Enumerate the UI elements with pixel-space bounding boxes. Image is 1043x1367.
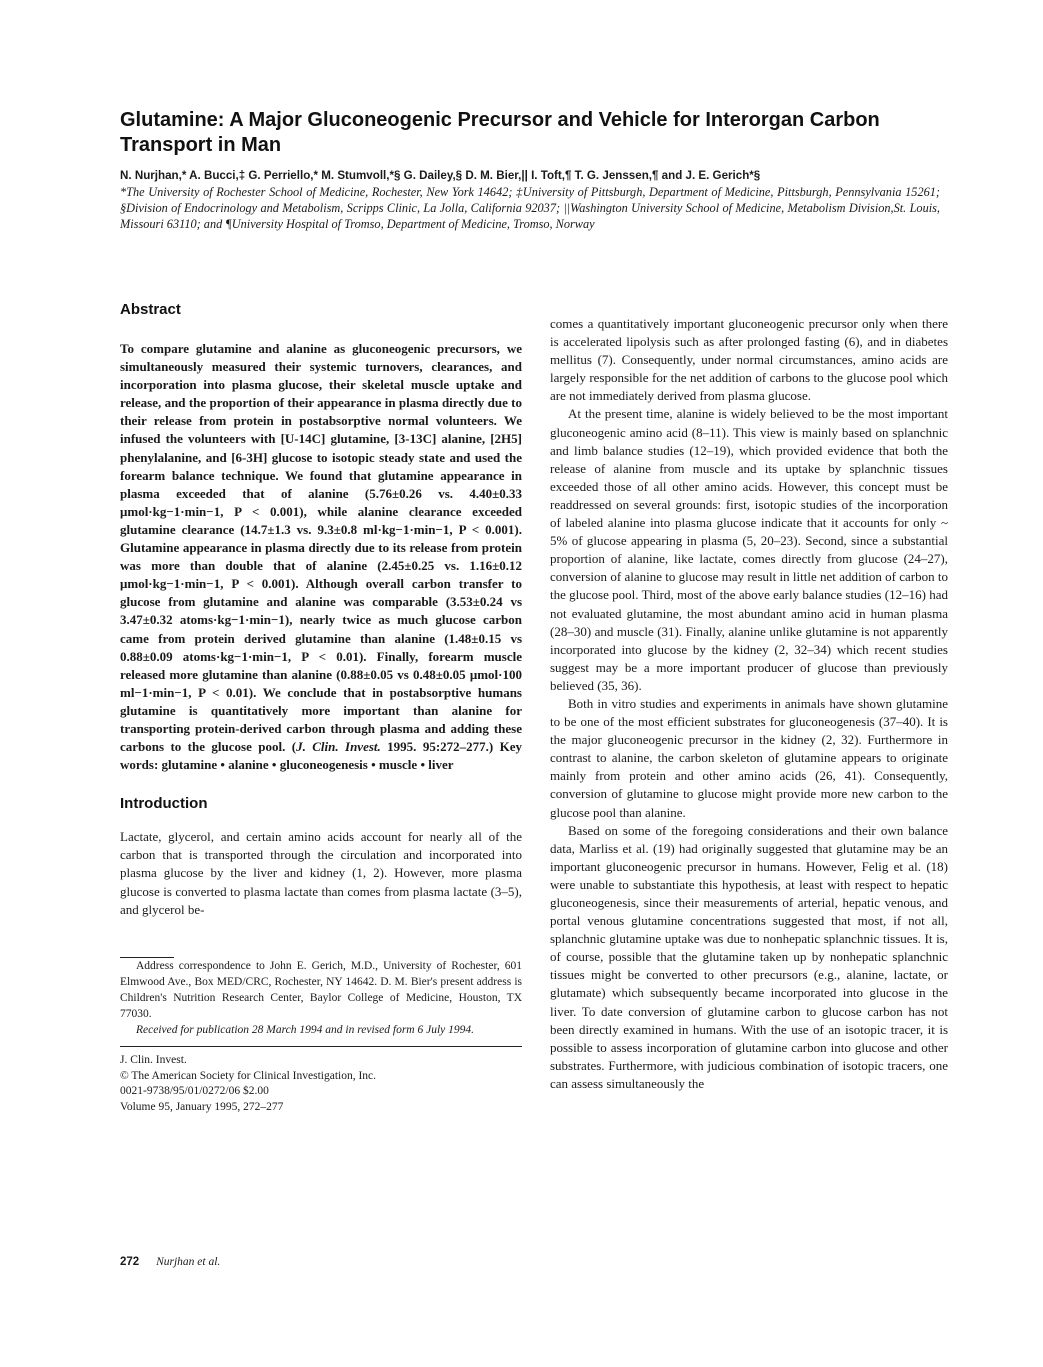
keyword-separator: •	[367, 757, 379, 773]
pub-code: 0021-9738/95/01/0272/06 $2.00	[120, 1085, 269, 1098]
page-footer	[120, 1256, 220, 1268]
citation-open: (	[291, 739, 297, 755]
introduction-paragraph: Lactate, glycerol, and certain amino acids account for nearly all of the carbon that is transported through the circulation and incorporated into plasma glucose by the liver and kidney (1, 2). However, more plasma glucose is converted to plasma lactate than comes from plasma lactate (3–5), and glycerol be-	[120, 829, 522, 917]
keyword-separator: •	[268, 757, 280, 773]
keyword-separator: •	[217, 757, 229, 773]
page-number: 272	[120, 1256, 140, 1268]
affiliations: *The University of Rochester School of Medicine, Rochester, New York 14642; ‡University of Pittsburgh, Department of Medicine, Pittsburgh, Pennsylvania 15261; §Division of Endocrinology and Metabolism, Scripps Clinic, La Jolla, California 92037; ||Washington University School of Medicine, Metabolism Division,St. Louis, Missouri 63110; and ¶University Hospital of Tromso, Department of Medicine, Tromso, Norway	[120, 185, 940, 232]
abstract-text	[120, 340, 522, 774]
abstract-heading: Abstract	[120, 301, 181, 318]
author-list: N. Nurjhan,* A. Bucci,‡ G. Perriello,* M. Stumvoll,*§ G. Dailey,§ D. M. Bier,|| I. Toft,¶ T. G. Jenssen,¶ and J. E. Gerich*§	[120, 169, 761, 182]
body-paragraph: At the present time, alanine is widely believed to be the most important gluconeogenic amino acid (8–11). This view is mainly based on splanchnic and limb balance studies (12–19), which provided evidence that both the release of alanine from muscle and its uptake by splanchnic tissues exceeded those of all other amino acids. However, this concept must be readdressed on several grounds: first, isotopic studies of the incorporation of labeled alanine into plasma glucose indicate that it accounts for only ~ 5% of glucose appearing in plasma (5, 20–23). Second, since a substantial proportion of alanine, like lactate, comes directly from glucose (24–27), conversion of alanine to glucose may result in little net addition of carbon to the glucose pool. Third, most of the above early balance studies (12–16) had not evaluated glutamine, the most abundant amino acid in human plasma (28–30) and muscle (31). Finally, alanine unlike glutamine is not apparently incorporated into glucose by the kidney (2, 32–34) which recent studies suggest may be a more important producer of glucose than previously believed (35, 36).	[550, 406, 948, 693]
body-paragraph: comes a quantitatively important gluconeogenic precursor only when there is accelerated lipolysis such as after prolonged fasting (6), and in diabetes mellitus (7). Consequently, under normal circumstances, amino acids are largely responsible for the net addition of carbons to the glucose pool which are not immediately derived from plasma glucose.	[550, 316, 948, 404]
body-paragraph: Based on some of the foregoing considerations and their own balance data, Marliss et al. (19) had originally suggested that glutamine may be an important gluconeogenic precursor in humans. However, Felig et al. (18) were unable to substantiate this hypothesis, at least with respect to hepatic gluconeogenesis, since their measurements of arterial, hepatic venous, and portal venous glutamine concentrations suggested that most, if not all, splanchnic glutamine uptake was due to nonhepatic splanchnic tissues. It is, of course, possible that the glutamine taken up by nonhepatic splanchnic tissues might be converted to other precursors (e.g., alanine, lactate, or glutamate) which subsequently became incorporated into glucose in the liver. To date conversion of glutamine carbon to glucose carbon has not been directly examined in humans. With the use of an isotopic tracer, it is possible to assess incorporation of glutamine carbon into glucose and other substrates. Furthermore, with judicious combination of isotopic tracers, one can assess simultaneously the	[550, 822, 948, 1091]
publication-info	[120, 1053, 522, 1116]
received-note: Received for publication 28 March 1994 and in revised form 6 July 1994.	[136, 1023, 475, 1036]
keyword: gluconeogenesis	[279, 757, 368, 773]
pub-copyright: © The American Society for Clinical Investigation, Inc.	[120, 1069, 377, 1082]
pub-volume: Volume 95, January 1995, 272–277	[120, 1101, 284, 1114]
keyword-separator: •	[417, 757, 429, 773]
keyword: muscle	[378, 757, 418, 773]
running-head: Nurjhan et al.	[156, 1256, 221, 1268]
correspondence-note: Address correspondence to John E. Gerich, M.D., University of Rochester, 601 Elmwood Ave., Box MED/CRC, Rochester, NY 14642. D. M. Bier's present address is Children's Nutrition Research Center, Baylor College of Medicine, Houston, TX 77030.	[120, 959, 522, 1020]
abstract-body: To compare glutamine and alanine as gluconeogenic precursors, we simultaneously measured their systemic turnovers, clearances, and incorporation into plasma glucose, their skeletal muscle uptake and release, and the proportion of their appearance in plasma directly due to their release from protein in postabsorptive normal volunteers. We infused the volunteers with [U-14C] glutamine, [3-13C] alanine, [2H5] phenylalanine, and [6-3H] glucose to isotopic steady state and used the forearm balance technique. We found that glutamine appearance in plasma exceeded that of alanine (5.76±0.26 vs. 4.40±0.33 μmol·kg−1·min−1, P < 0.001), while alanine clearance exceeded glutamine clearance (14.7±1.3 vs. 9.3±0.8 ml·kg−1·min−1, P < 0.001). Glutamine appearance in plasma directly due to its release from protein was more than double that of alanine (2.45±0.25 vs. 1.16±0.12 μmol·kg−1·min−1, P < 0.001). Although overall carbon transfer to glucose from glutamine and alanine was comparable (3.53±0.24 vs 3.47±0.32 atoms·kg−1·min−1), nearly twice as much glucose carbon came from protein derived glutamine than alanine (1.48±0.15 vs 0.88±0.09 atoms·kg−1·min−1, P < 0.01). Finally, forearm muscle released more glutamine than alanine (0.88±0.05 vs 0.48±0.05 μmol·100 ml−1·min−1, P < 0.01). We conclude that in postabsorptive humans glutamine is quantitatively more important than alanine for transporting protein-derived carbon through plasma and adding these carbons to the glucose pool.	[120, 341, 522, 755]
body-paragraph: Both in vitro studies and experiments in animals have shown glutamine to be one of the most efficient substrates for gluconeogenesis (37–40). It is the major gluconeogenic precursor in the kidney (2, 32). Furthermore in contrast to alanine, the carbon skeleton of glutamine appears to originate mainly from protein and other amino acids (26, 41). Consequently, conversion of glutamine to glucose might provide more new carbon to the glucose pool than alanine.	[550, 695, 948, 820]
introduction-heading: Introduction	[120, 795, 208, 813]
keyword: alanine	[228, 757, 269, 773]
right-column	[550, 315, 948, 1093]
pub-journal: J. Clin. Invest.	[120, 1053, 187, 1066]
keyword: liver	[428, 757, 454, 773]
publication-rule	[120, 1046, 522, 1047]
article-title: Glutamine: A Major Gluconeogenic Precursor and Vehicle for Interorgan Carbon Transport in Man	[120, 109, 880, 156]
left-column	[120, 300, 522, 1116]
citation-journal: J. Clin. Invest.	[296, 739, 381, 755]
citation-keywords-lead: 1995. 95:272–277.) Key words: glutamine	[120, 739, 523, 773]
